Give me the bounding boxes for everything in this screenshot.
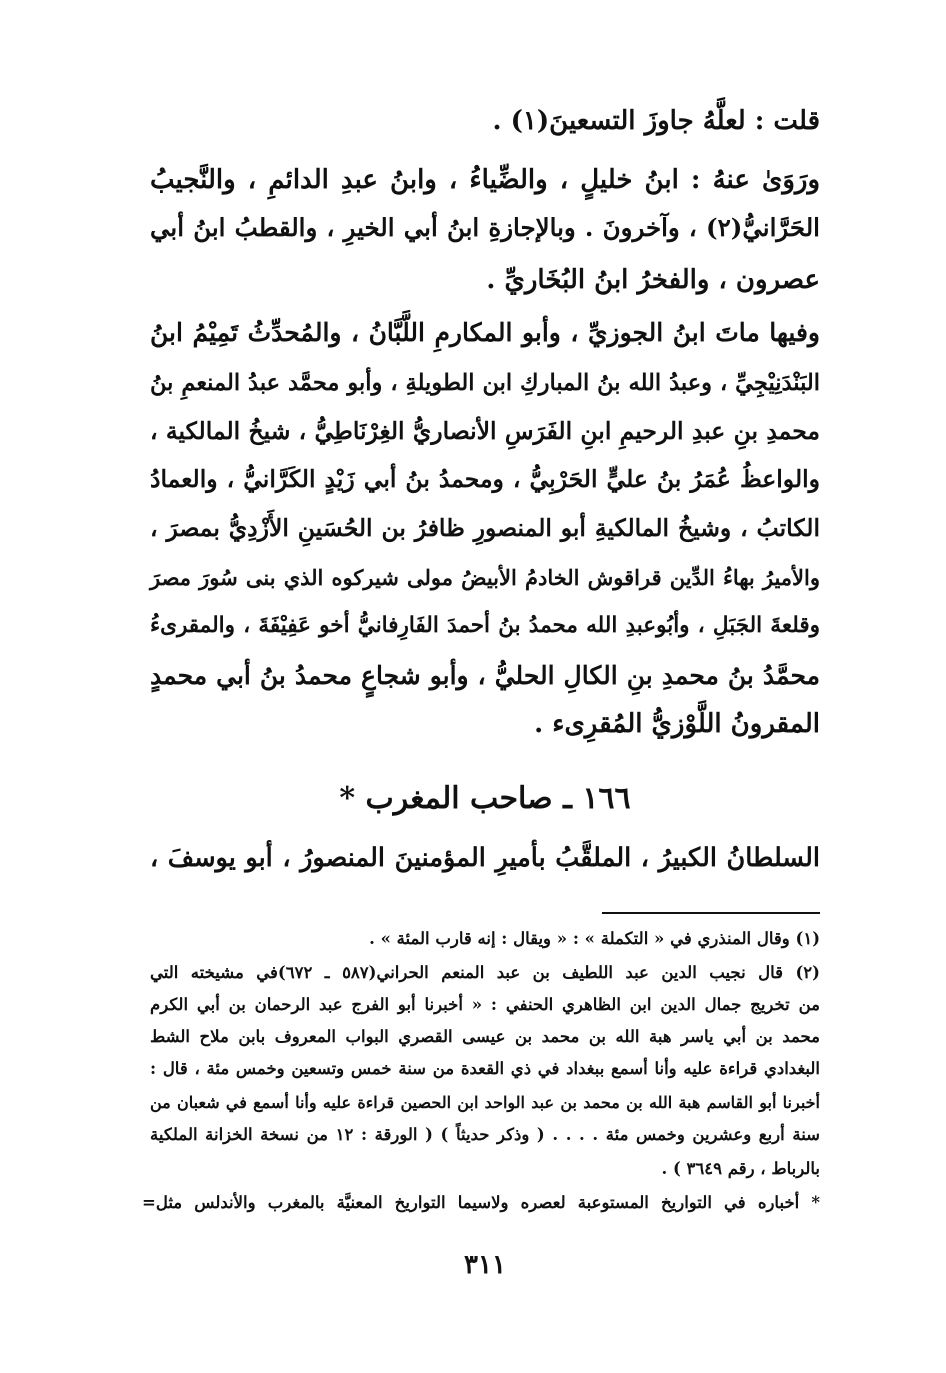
body-line-2: ورَوَىٰ عنهُ : ابنُ خليلٍ ، والضِّياءُ ، وابنُ عبدِ الدائمِ ، والنَّجيبُ xyxy=(150,165,820,195)
footnote-line-6: أخبرنا أبو القاسم هبة الله بن محمد بن عبد الواحد ابن الحصين قراءة عليه وأنا أسمع في شعبان من xyxy=(150,1093,820,1112)
body-line-4: عصرون ، والفخرُ ابنُ البُخَاريِّ . xyxy=(486,265,820,295)
footnote-line-4: محمد بن أبي ياسر هبة الله بن محمد بن عيسى القصري البواب المعروف بابن ملاح الشط xyxy=(150,1027,820,1046)
footnote-line-5: البغدادي قراءة عليه وأنا أسمع ببغداد في ذي القعدة من سنة خمس وتسعين وخمس مئة ، قال : xyxy=(150,1059,820,1078)
body-line-7: محمدِ بنِ عبدِ الرحيمِ ابنِ الفَرَسِ الأنصاريُّ الغِرْنَاطِيُّ ، شيخُ المالكية ، xyxy=(150,417,820,445)
body-line-5: وفيها ماتَ ابنُ الجوزيِّ ، وأبو المكارمِ اللَّبَّانُ ، والمُحدِّثُ تَمِيْمُ ابنُ xyxy=(150,318,820,347)
footnote-line-9: * أخباره في التواريخ المستوعبة لعصره ولاسيما التواريخ المعنيَّة بالمغرب والأندلس مثل= xyxy=(142,1193,820,1212)
body-line-3: الحَرَّانيُّ(٢) ، وآخرونَ . وبالإجازةِ ابنُ أبي الخيرِ ، والقطبُ ابنُ أبي xyxy=(150,213,820,242)
body-line-10: والأميرُ بهاءُ الدِّين قراقوش الخادمُ الأبيضُ مولى شيركوه الذي بنى سُورَ مصرَ xyxy=(150,565,820,590)
footnote-line-2: (٢) قال نجيب الدين عبد اللطيف بن عبد المنعم الحراني(٥٨٧ ـ ٦٧٢)في مشيخته التي xyxy=(150,963,820,982)
body-line-9: الكاتبُ ، وشيخُ المالكيةِ أبو المنصورِ ظافرُ بن الحُسَينِ الأَزْدِيُّ بمصرَ ، xyxy=(150,514,820,542)
body-line-12: محمَّدُ بنُ محمدِ بنِ الكالِ الحليُّ ، وأبو شجاعٍ محمدُ بنُ أبي محمدٍ xyxy=(150,661,820,690)
footnote-line-7: سنة أربع وعشرين وخمس مئة . . . . ( وذكر حديثاً ) ( الورقة : ١٢ من نسخة الخزانة الملكية xyxy=(150,1125,820,1144)
footnote-line-3: من تخريج جمال الدين ابن الظاهري الحنفي : « أخبرنا أبو الفرج عبد الرحمان بن أبي الكرم xyxy=(150,995,820,1014)
body-line-8: والواعظُ عُمَرُ بنُ عليٍّ الحَرْبِيُّ ، ومحمدُ بنُ أبي زَيْدٍ الكَرَّانيُّ ، والعمادُ xyxy=(150,465,820,493)
footnote-line-8: بالرباط ، رقم ٣٦٤٩ ) . xyxy=(661,1159,820,1178)
section-heading: ١٦٦ ـ صاحب المغرب * xyxy=(339,781,631,816)
section-first-line: السلطانُ الكبيرُ ، الملقَّبُ بأميرِ المؤمنينَ المنصورُ ، أبو يوسفَ ، xyxy=(150,843,820,873)
footnote-line-1: (١) وقال المنذري في « التكملة » : « ويقال : إنه قارب المئة » . xyxy=(369,929,820,948)
body-line-1: قلت : لعلَّهُ جاوزَ التسعينَ(١) . xyxy=(492,106,820,136)
page-number: ٣١١ xyxy=(464,1250,506,1280)
footnote-divider xyxy=(602,912,820,914)
body-line-6: البَنْدَنِيْجِيِّ ، وعبدُ الله بنُ المباركِ ابن الطويلةِ ، وأبو محمَّد عبدُ المنعمِ بنُ xyxy=(150,370,820,396)
body-line-13: المقرونُ اللَّوْزيُّ المُقرِىء . xyxy=(534,709,820,739)
body-line-11: وقلعةَ الجَبَلِ ، وأبُوعبدِ الله محمدُ بنُ أحمدَ الفَارِفانيُّ أخو عَفِيْفَةَ ، والمقرىءُ xyxy=(150,613,820,638)
